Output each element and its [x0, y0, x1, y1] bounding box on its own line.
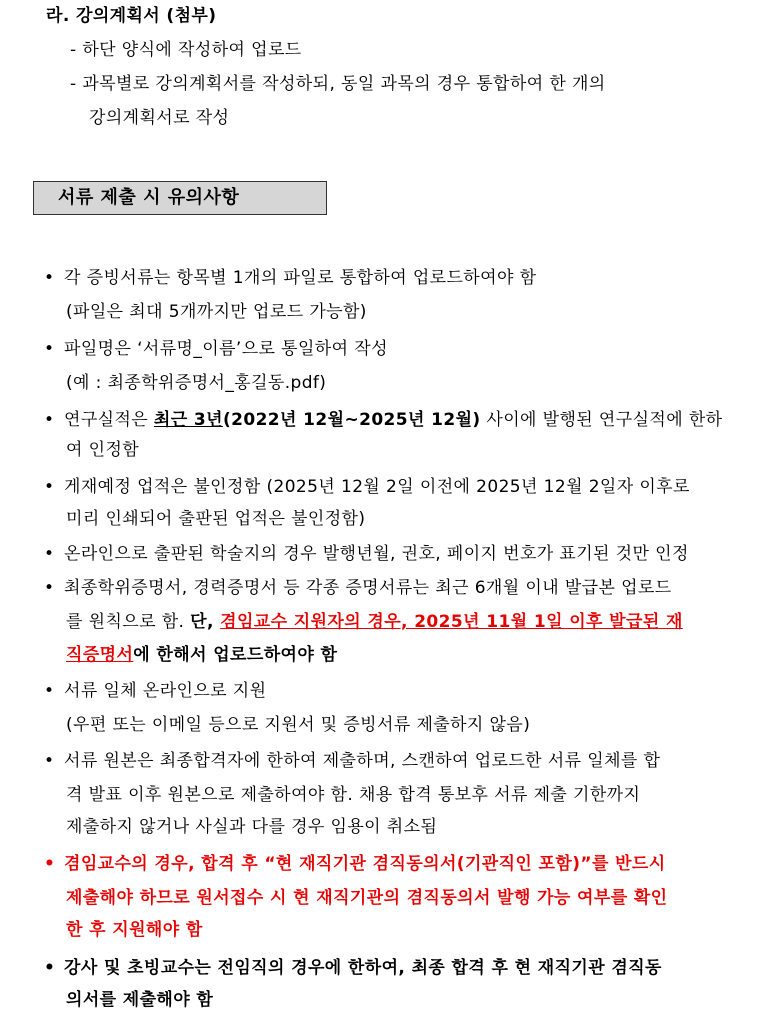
item-text: 연구실적은: [64, 410, 154, 430]
list-item-9: [44, 852, 666, 876]
list-item-9-cont2: 한 후 지원해야 함: [66, 920, 203, 940]
section-ra-line2: - 과목별로 강의계획서를 작성하되, 동일 과목의 경우 통합하여 한 개의: [70, 74, 606, 94]
item-emphasis-bold: 에 한해서 업로드하여야 함: [133, 645, 338, 665]
item-text: 온라인으로 출판된 학술지의 경우 발행년월, 권호, 페이지 번호가 표기된 것만 인정: [64, 544, 689, 564]
list-item-3-cont: 여 인정함: [66, 440, 140, 460]
list-item-10: [44, 956, 662, 980]
item-emphasis-red: 겸임교수 지원자의 경우, 2025년 11월 1일 이후 발급된 재: [220, 612, 683, 632]
list-item-1: [44, 266, 536, 290]
item-text: 서류 원본은 최종합격자에 한하여 제출하며, 스캔하여 업로드한 서류 일체를 합: [64, 751, 661, 771]
list-item-2-sub: (예 : 최종학위증명서_홍길동.pdf): [66, 373, 327, 393]
bullet-icon: •: [44, 854, 56, 874]
bullet-icon: •: [44, 544, 55, 564]
list-item-6-cont: [66, 610, 683, 634]
list-item-6-cont2: [66, 643, 337, 667]
item-text: 강사 및 초빙교수는 전임직의 경우에 한하여, 최종 합격 후 현 재직기관 겸직동: [64, 958, 662, 978]
list-item-8-cont2: 제출하지 않거나 사실과 다를 경우 임용이 취소됨: [66, 817, 438, 837]
list-item-4-cont: 미리 인쇄되어 출판된 업적은 불인정함): [66, 509, 366, 529]
bullet-icon: •: [44, 410, 55, 430]
item-text: 각 증빙서류는 항목별 1개의 파일로 통합하여 업로드하여야 함: [64, 268, 537, 288]
list-item-6: [44, 576, 672, 600]
list-item-9-cont: 제출해야 하므로 원서접수 시 현 재직기관의 겸직동의서 발행 가능 여부를 확인: [66, 888, 668, 908]
item-text: 파일명은 ‘서류명_이름’으로 통일하여 작성: [64, 339, 388, 359]
bullet-icon: •: [44, 751, 55, 771]
section-ra-title: 라. 강의계획서 (첨부): [46, 6, 217, 26]
list-item-8: [44, 749, 660, 773]
bullet-icon: •: [44, 477, 55, 497]
item-text: 를 원칙으로 함.: [66, 612, 191, 632]
list-item-3: [44, 408, 723, 432]
bullet-icon: •: [44, 958, 56, 978]
list-item-7-sub: (우편 또는 이메일 등으로 지원서 및 증빙서류 제출하지 않음): [66, 715, 531, 735]
list-item-5: [44, 542, 689, 566]
section-ra-line1: - 하단 양식에 작성하여 업로드: [70, 40, 302, 60]
item-text: 게재예정 업적은 불인정함 (2025년 12월 2일 이전에 2025년 12월 2일자 이후로: [64, 477, 690, 497]
list-item-4: [44, 475, 690, 499]
bullet-icon: •: [44, 268, 55, 288]
list-item-1-sub: (파일은 최대 5개까지만 업로드 가능함): [66, 302, 367, 322]
list-item-7: [44, 679, 266, 703]
list-item-2: [44, 337, 388, 361]
item-text: 서류 일체 온라인으로 지원: [64, 681, 267, 701]
bullet-icon: •: [44, 339, 55, 359]
bullet-icon: •: [44, 578, 55, 598]
list-item-8-cont: 격 발표 이후 원본으로 제출하여야 함. 채용 합격 통보후 서류 제출 기한까지: [66, 785, 641, 805]
notice-header-box: [33, 181, 327, 215]
section-ra-line3: 강의계획서로 작성: [89, 108, 230, 128]
item-text: 겸임교수의 경우, 합격 후 “현 재직기관 겸직동의서(기관직인 포함)”를 반드시: [64, 854, 666, 874]
item-emphasis-underline: 최근 3년: [153, 410, 223, 430]
item-text: 최종학위증명서, 경력증명서 등 각종 증명서류는 최근 6개월 이내 발급본 업로드: [64, 578, 672, 598]
bullet-icon: •: [44, 681, 55, 701]
notice-header-title: 서류 제출 시 유의사항: [58, 187, 240, 208]
list-item-10-cont: 의서를 제출해야 함: [66, 990, 214, 1010]
item-emphasis-bold: 단,: [190, 612, 221, 632]
item-text-cont: 사이에 발행된 연구실적에 한하: [480, 410, 723, 430]
item-emphasis-bold: (2022년 12월~2025년 12월): [222, 410, 481, 430]
item-emphasis-red: 직증명서: [66, 645, 134, 665]
